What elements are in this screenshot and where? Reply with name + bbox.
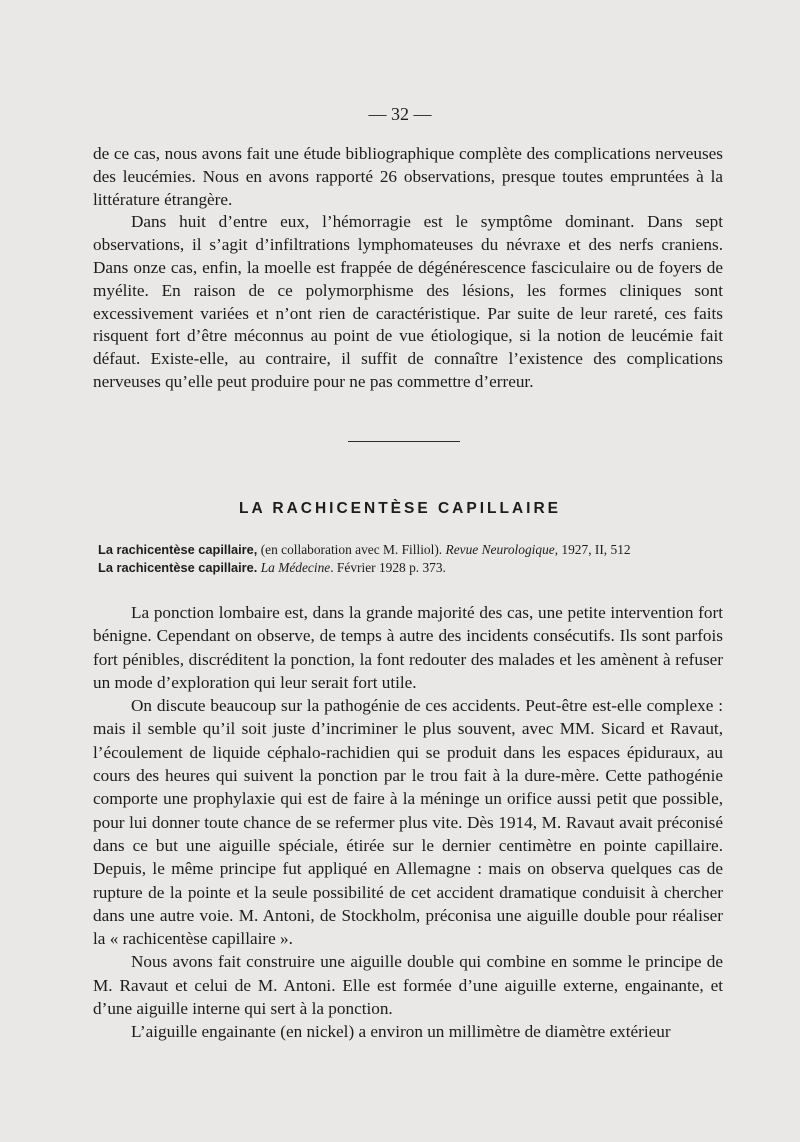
reference-list	[98, 541, 738, 577]
page-number: — 32 —	[368, 104, 432, 124]
body-text	[93, 601, 723, 1044]
reference-suffix: . Février 1928 p. 373.	[330, 560, 446, 575]
paragraph: Dans huit d’entre eux, l’hémorragie est le symptôme dominant. Dans sept observations, il s’agit d’infiltrations lymphomateuses du névraxe et des nerfs craniens. Dans onze cas, enfin, la moelle est frappée de dégénérescence fasciculaire ou de foyers de myélite. En raison de ce polymorphisme des lésions, les formes cliniques sont excessivement variées et n’ont rien de caractéristique. Par suite de leur rareté, ces faits risquent fort d’être méconnus au point de vue étiologique, si la notion de leucémie fait défaut. Existe-elle, au contraire, il suffit de connaître l’existence des complications nerveuses qu’elle peut produire pour ne pas commettre d’erreur.	[93, 212, 723, 391]
reference-journal: Revue Neurologique	[445, 542, 555, 557]
reference-title: La rachicentèse capillaire.	[98, 560, 258, 575]
paragraph: La ponction lombaire est, dans la grande majorité des cas, une petite intervention fort bénigne. Cependant on observe, de temps à autre des incidents consécutifs. Ils sont parfois fort pénibles, discréditent la ponction, la font redouter des malades et les amènent à refuser un mode d’exploration qui leur serait fort utile.	[93, 603, 723, 692]
paragraph: L’aiguille engainante (en nickel) a environ un millimètre de diamètre extérieur	[131, 1022, 671, 1042]
reference-entry	[98, 559, 738, 577]
reference-entry	[98, 541, 738, 559]
intro-text	[93, 143, 723, 394]
paragraph: On discute beaucoup sur la pathogénie de ces accidents. Peut-être est-elle complexe : mais il semble qu’il soit juste d’incriminer le plus souvent, avec MM. Sicard et Ravaut, l’écoulement de liquide céphalo-rachidien qui se produit dans les espaces épiduraux, au cours des heures qui suivent la ponction par le trou fait à la dure-mère. Cette pathogénie comporte une prophylaxie qui est de faire à la méninge un orifice aussi petit que possible, pour lui donner toute chance de se refermer plus vite. Dès 1914, M. Ravaut avait préconisé dans ce but une aiguille spéciale, étirée sur le dernier centimètre en pointe capillaire. Depuis, le même principe fut appliqué en Allemagne : mais on observa quelques cas de rupture de la pointe et la seule possibilité de cet accident dramatique conduisit à chercher dans une autre voie. M. Antoni, de Stockholm, préconisa une aiguille double pour réaliser la « rachicentèse capillaire ».	[93, 696, 723, 949]
section-title: LA RACHICENTÈSE CAPILLAIRE	[239, 500, 561, 517]
section-divider	[348, 441, 460, 442]
reference-suffix: , 1927, II, 512	[554, 542, 631, 557]
paragraph: Nous avons fait construire une aiguille double qui combine en somme le principe de M. Ravaut et celui de M. Antoni. Elle est formée d’une aiguille externe, engainante, et d’une aiguille interne qui sert à la ponction.	[93, 952, 723, 1019]
paragraph: de ce cas, nous avons fait une étude bibliographique complète des complications nerveuses des leucémies. Nous en avons rapporté 26 observations, presque toutes empruntées à la littérature étrangère.	[93, 144, 723, 209]
reference-journal: La Médecine	[260, 560, 331, 575]
reference-title: La rachicentèse capillaire,	[98, 542, 258, 557]
reference-detail: (en collaboration avec M. Filliol).	[257, 542, 446, 557]
